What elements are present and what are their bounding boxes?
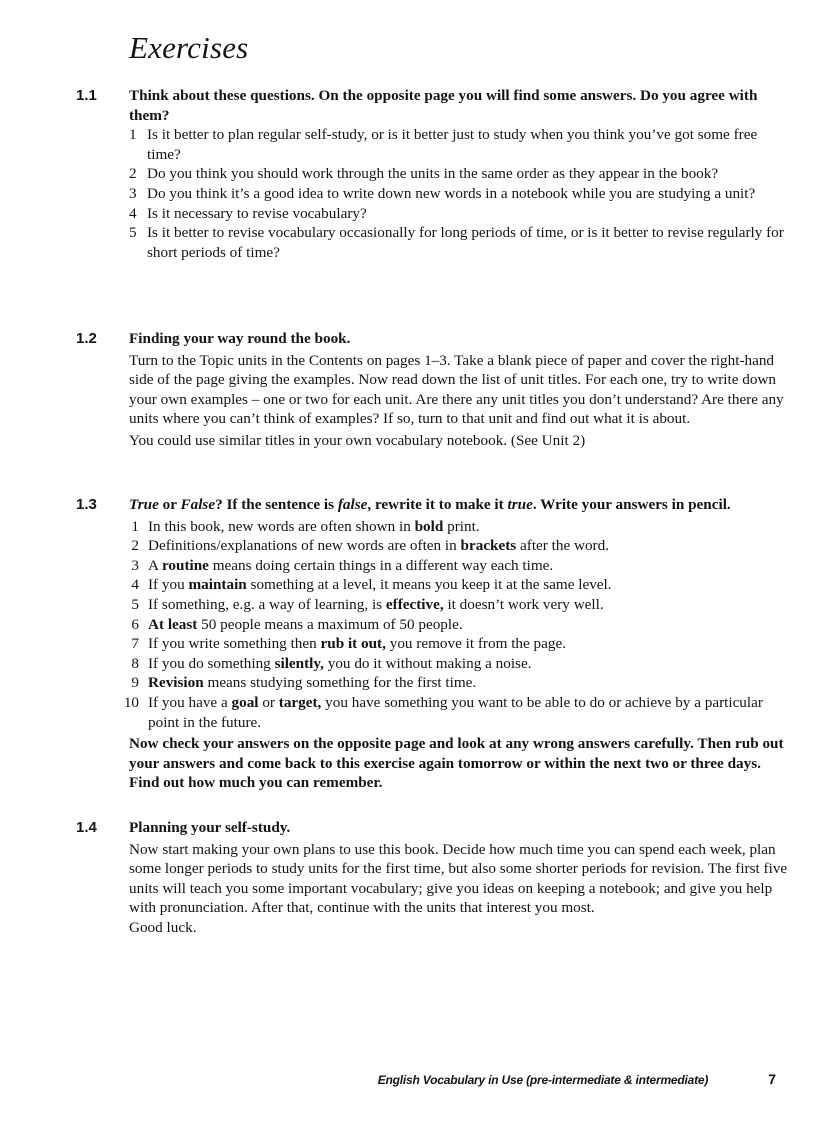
list-item: 8 If you do something silently, you do it without making a noise. [131,654,532,672]
list-item: 6 At least 50 people means a maximum of 50 people. [131,615,463,633]
paragraph: Good luck. [129,918,197,936]
question-list [129,125,790,262]
list-item: 4 If you maintain something at a level, it means you keep it at the same level. [131,576,612,594]
list-item: 3 A routine means doing certain things in a different way each time. [131,556,554,574]
list-item: 2 Do you think you should work through the units in the same order as they appear in the book? [129,165,719,183]
exercise-instruction: True or False? If the sentence is false, rewrite it to make it true. Write your answers in pencil. [129,496,731,513]
exercise-number: 1.4 [76,819,97,836]
paragraph: Now start making your own plans to use this book. Decide how much time you can spend each week, plan some longer periods to study units for the first time, but also some shorter periods for revision. The first five units will teach you some important vocabulary; give you ideas on keeping a notebook; and give you help with pronunciation. After that, continue with the units that interest you most. [129,840,788,917]
list-item: 3 Do you think it’s a good idea to write down new words in a notebook while you are studying a unit? [129,184,756,202]
list-item: 2 Definitions/explanations of new words are often in brackets after the word. [131,537,609,555]
exercise-1-4 [76,818,790,938]
list-item: 5 Is it better to revise vocabulary occasionally for long periods of time, or is it better to revise regularly for short periods of time? [129,224,784,261]
exercise-instruction: Think about these questions. On the opposite page you will find some answers. Do you agree with them? [129,87,758,124]
list-item: 10 If you have a goal or target, you have something you want to be able to do or achieve by a particular point in the future. [123,693,763,731]
paragraph: You could use similar titles in your own vocabulary notebook. (See Unit 2) [129,431,586,449]
exercise-1-1 [76,86,790,262]
list-item: 7 If you write something then rub it out, you remove it from the page. [131,635,567,653]
list-item: 1 In this book, new words are often shown in bold print. [131,517,480,535]
exercise-1-3 [76,495,790,793]
exercise-instruction: Finding your way round the book. [129,330,351,347]
list-item: 4 Is it necessary to revise vocabulary? [129,204,367,222]
exercise-number: 1.2 [76,330,97,347]
list-item: 9 Revision means studying something for the first time. [131,674,477,692]
exercise-number: 1.3 [76,496,97,513]
list-item: 5 If something, e.g. a way of learning, is effective, it doesn’t work very well. [131,595,604,613]
page-number: 7 [768,1071,776,1087]
paragraph: Turn to the Topic units in the Contents on pages 1–3. Take a blank piece of paper and cover the right-hand side of the page giving the examples. Now read down the list of unit titles. For each one, try to write down your own examples – one or two for each unit. Are there any unit titles you don’t understand? Are there any units where you can’t think of examples? If so, turn to that unit and find out what it is about. [129,351,784,428]
exercise-closing-instruction: Now check your answers on the opposite page and look at any wrong answers carefully. Then rub out your answers and come back to this exercise again tomorrow or within the next two or three days. Find out how much you can remember. [129,735,784,792]
exercise-1-2 [76,329,790,451]
page-title: Exercises [129,30,249,65]
list-item: 1 Is it better to plan regular self-study, or is it better just to study when you think you’ve got some free time? [129,126,758,163]
exercise-number: 1.1 [76,87,97,104]
book-title: English Vocabulary in Use (pre-intermediate & intermediate) [377,1073,709,1087]
exercise-instruction: Planning your self-study. [129,819,291,836]
statement-list [119,517,790,733]
page-footer [378,1071,776,1087]
